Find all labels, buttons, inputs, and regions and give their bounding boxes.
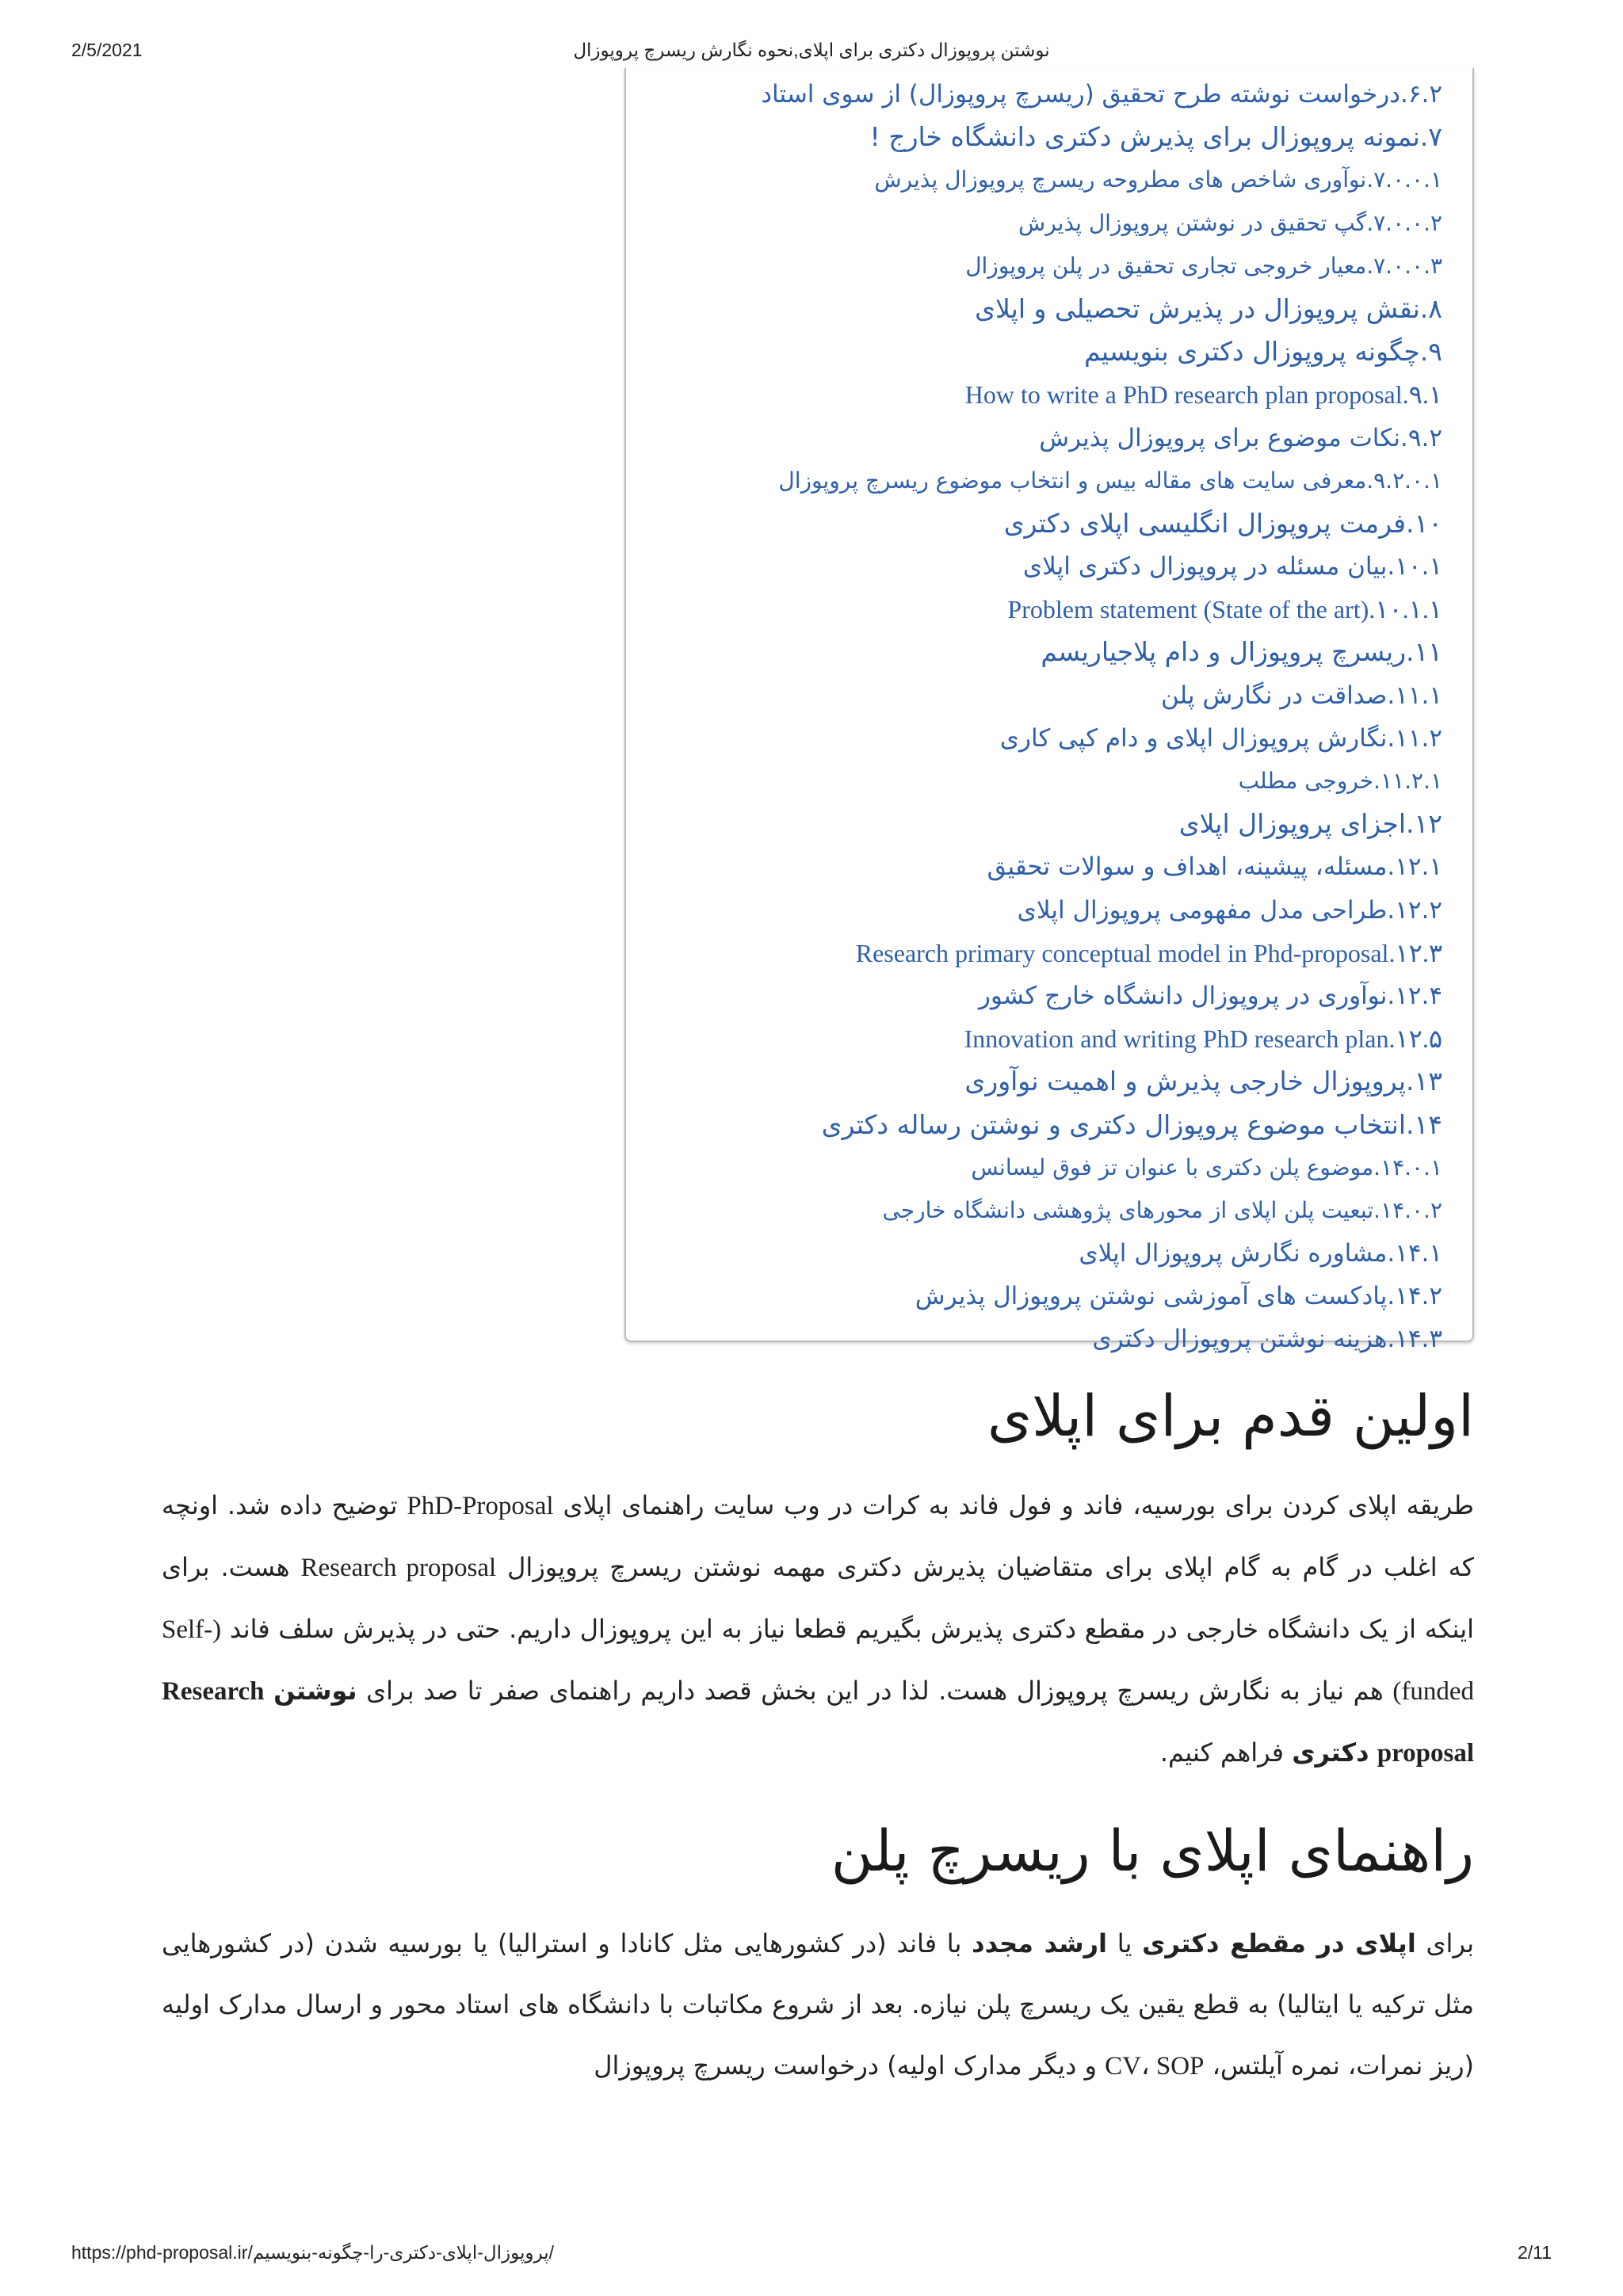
toc-item-label: Problem statement (State of the art) bbox=[1007, 595, 1369, 624]
toc-item[interactable] bbox=[642, 674, 1442, 717]
text-run: طریقه اپلای کردن برای بورسیه، فاند و فول فاند به کرات در وب سایت راهنمای اپلای bbox=[563, 1490, 1475, 1520]
print-page-title: نوشتن پروپوزال دکتری برای اپلای,نحوه نگارش ریسرچ پروپوزال bbox=[573, 40, 1050, 60]
toc-item[interactable] bbox=[642, 330, 1442, 373]
toc-item-number: ۷.۰.۰.۲. bbox=[1366, 209, 1442, 236]
toc-item-number: ۱۱.۱. bbox=[1387, 681, 1442, 710]
toc-item-label: صداقت در نگارش پلن bbox=[1161, 681, 1388, 710]
toc-item-label: مشاوره نگارش پروپوزال اپلای bbox=[1079, 1239, 1388, 1268]
toc-item-number: ۷. bbox=[1419, 121, 1442, 153]
toc-item[interactable] bbox=[642, 588, 1442, 631]
toc-item-number: ۱۰. bbox=[1406, 507, 1442, 539]
toc-item-label: گپ تحقیق در نوشتن پروپوزال پذیرش bbox=[1018, 209, 1367, 236]
toc-item-label: بیان مسئله در پروپوزال دکتری اپلای bbox=[1022, 552, 1388, 582]
toc-item-number: ۹. bbox=[1419, 336, 1442, 368]
toc-item[interactable] bbox=[642, 932, 1442, 974]
print-header bbox=[71, 40, 1552, 68]
toc-item-number: ۶.۲. bbox=[1400, 80, 1442, 109]
toc-item[interactable] bbox=[642, 760, 1442, 803]
text-run: هم نیاز به نگارش ریسرچ پروپوزال هست. لذا در این بخش قصد داریم راهنمای صفر تا صد برای bbox=[366, 1676, 1384, 1706]
text-run: هست. برای اینکه از یک دانشگاه خارجی در مقطع دکتری پذیرش بگیریم قطعا نیاز به این پروپوزال داریم. حتی در پذیرش سلف فاند bbox=[162, 1552, 1475, 1644]
text-run: با فاند (در کشورهایی مثل کانادا و استرالیا) یا بورسیه شدن (در کشورهایی مثل ترکیه یا ایتالیا) به قطع یقین یک ریسرچ پلن نیازه. بعد از شروع مکاتبات با دانشگاه های استاد محور و ارسال مدارک اولیه (ریز نمرات، نمره آیلتس، bbox=[162, 1928, 1474, 2081]
toc-item[interactable] bbox=[642, 974, 1442, 1017]
toc-item-number: ۷.۰.۰.۱. bbox=[1366, 166, 1442, 193]
toc-item-label: موضوع پلن دکتری با عنوان تز فوق لیسانس bbox=[971, 1154, 1374, 1180]
toc-item-number: ۹.۲. bbox=[1400, 423, 1442, 452]
toc-item-number: ۱۲.۲. bbox=[1387, 895, 1442, 925]
toc-item-label: تبعیت پلن اپلای از محورهای پژوهشی دانشگاه خارجی bbox=[882, 1196, 1374, 1223]
toc-item-label: Innovation and writing PhD research plan bbox=[964, 1024, 1389, 1054]
toc-item-label: پروپوزال خارجی پذیرش و اهمیت نوآوری bbox=[964, 1066, 1407, 1097]
toc-item-label: ریسرچ پروپوزال و دام پلاجیاریسم bbox=[1041, 636, 1407, 668]
toc-item[interactable] bbox=[642, 116, 1442, 158]
text-run: فراهم کنیم. bbox=[1159, 1737, 1285, 1768]
bold-term: Research proposal bbox=[162, 1677, 1474, 1768]
section-heading-research-plan: راهنمای اپلای با ریسرچ پلن bbox=[831, 1817, 1474, 1884]
toc-item-label: انتخاب موضوع پروپوزال دکتری و نوشتن رساله دکتری bbox=[821, 1108, 1407, 1140]
toc-item-number: ۱۰.۱.۱. bbox=[1369, 595, 1442, 624]
toc-item[interactable] bbox=[642, 1232, 1442, 1275]
toc-item-label: معرفی سایت های مقاله بیس و انتخاب موضوع ریسرچ پروپوزال bbox=[778, 467, 1367, 494]
toc-item-number: ۱۲.۱. bbox=[1387, 852, 1442, 882]
bold-term: نوشتن bbox=[273, 1676, 357, 1706]
toc-item[interactable] bbox=[642, 631, 1442, 673]
toc-item-label: Research primary conceptual model in Phd-proposal bbox=[855, 938, 1389, 967]
toc-item-number: ۱۰.۱. bbox=[1387, 552, 1442, 582]
toc-item-number: ۱۱.۲. bbox=[1387, 723, 1442, 753]
toc-item-label: طراحی مدل مفهومی پروپوزال اپلای bbox=[1017, 895, 1388, 925]
toc-item-label: نوآوری شاخص های مطروحه ریسرچ پروپوزال پذیرش bbox=[874, 166, 1367, 193]
toc-item-number: ۹.۱. bbox=[1402, 380, 1442, 410]
toc-item-label: نگارش پروپوزال اپلای و دام کپی کاری bbox=[999, 723, 1388, 753]
toc-item[interactable] bbox=[642, 1275, 1442, 1318]
print-footer bbox=[71, 2242, 1552, 2271]
section-paragraph-first-step bbox=[162, 1475, 1474, 1784]
text-run: توضیح داده شد. اونچه که اغلب در گام به گام اپلای برای متقاضیان پذیرش دکتری مهمه نوشتن ریسرچ پروپوزال bbox=[162, 1490, 1475, 1582]
toc-item[interactable] bbox=[642, 288, 1442, 330]
toc-item-number: ۱۲. bbox=[1406, 808, 1442, 840]
toc-item[interactable] bbox=[642, 1060, 1442, 1103]
toc-item[interactable] bbox=[642, 845, 1442, 888]
toc-item-label: درخواست نوشته طرح تحقیق (ریسرچ پروپوزال) از سوی استاد bbox=[761, 80, 1400, 109]
toc-item-label: نکات موضوع برای پروپوزال پذیرش bbox=[1039, 423, 1400, 452]
toc-item-number: ۱۴.۲. bbox=[1387, 1282, 1442, 1311]
toc-item[interactable] bbox=[642, 1017, 1442, 1060]
toc-item[interactable] bbox=[642, 245, 1442, 288]
toc-item-label: نقش پروپوزال در پذیرش تحصیلی و اپلای bbox=[975, 292, 1420, 324]
toc-item[interactable] bbox=[642, 73, 1442, 116]
toc-item-label: معیار خروجی تجاری تحقیق در پلن پروپوزال bbox=[965, 252, 1367, 279]
toc-item[interactable] bbox=[642, 545, 1442, 588]
toc-item-number: ۱۴.۰.۲. bbox=[1373, 1196, 1442, 1223]
toc-item-number: ۱۲.۴. bbox=[1387, 981, 1442, 1010]
bold-term: ارشد مجدد bbox=[972, 1928, 1107, 1958]
toc-item-label: هزینه نوشتن پروپوزال دکتری bbox=[1092, 1325, 1388, 1354]
print-date: 2/5/2021 bbox=[71, 40, 143, 60]
toc-item[interactable] bbox=[642, 417, 1442, 460]
toc-item[interactable] bbox=[642, 803, 1442, 845]
table-of-contents bbox=[624, 68, 1474, 1354]
toc-item-number: ۱۱. bbox=[1406, 636, 1442, 668]
toc-item-number: ۷.۰.۰.۳. bbox=[1366, 252, 1442, 279]
toc-item[interactable] bbox=[642, 1146, 1442, 1189]
toc-item-number: ۹.۲.۰.۱. bbox=[1366, 467, 1442, 494]
text-run: یا bbox=[1117, 1928, 1132, 1958]
text-run: برای bbox=[1426, 1928, 1474, 1958]
toc-item-number: ۱۳. bbox=[1406, 1066, 1442, 1097]
toc-item[interactable] bbox=[642, 1189, 1442, 1232]
toc-item[interactable] bbox=[642, 202, 1442, 245]
toc-item-label: چگونه پروپوزال دکتری بنویسیم bbox=[1083, 336, 1420, 368]
latin-term: Research proposal bbox=[300, 1554, 497, 1582]
toc-item-label: مسئله، پیشینه، اهداف و سوالات تحقیق bbox=[987, 852, 1388, 882]
toc-item-label: خروجی مطلب bbox=[1238, 768, 1374, 794]
bold-term: دکتری bbox=[1292, 1737, 1369, 1768]
toc-item-number: ۸. bbox=[1419, 292, 1442, 324]
toc-item-number: ۱۴.۰.۱. bbox=[1373, 1154, 1442, 1180]
toc-item-number: ۱۱.۲.۱. bbox=[1373, 768, 1442, 794]
toc-item-number: ۱۴. bbox=[1406, 1108, 1442, 1140]
toc-item-label: How to write a PhD research plan proposal bbox=[964, 380, 1403, 410]
toc-item-number: ۱۲.۳. bbox=[1388, 938, 1442, 967]
text-run: و دیگر مدارک اولیه) درخواست ریسرچ پروپوزال bbox=[594, 2050, 1097, 2081]
toc-item-number: ۱۴.۳. bbox=[1387, 1325, 1442, 1354]
toc-item-label: نوآوری در پروپوزال دانشگاه خارج کشور bbox=[978, 981, 1388, 1010]
link-phd-proposal: PhD-Proposal bbox=[407, 1492, 554, 1520]
toc-item-number: ۱۴.۱. bbox=[1387, 1239, 1442, 1268]
toc-item[interactable] bbox=[642, 373, 1442, 416]
toc-item[interactable] bbox=[642, 1318, 1442, 1360]
print-url: https://phd-proposal.ir/پروپوزال-اپلای-دکتری-را-چگونه-بنویسیم/ bbox=[71, 2242, 554, 2263]
toc-item-label: اجزای پروپوزال اپلای bbox=[1178, 808, 1407, 840]
toc-item-number: ۱۲.۵. bbox=[1388, 1024, 1442, 1054]
toc-item[interactable] bbox=[642, 460, 1442, 502]
section-paragraph-research-plan bbox=[162, 1913, 1474, 2097]
toc-item[interactable] bbox=[642, 889, 1442, 932]
bold-term: اپلای در مقطع دکتری bbox=[1142, 1928, 1416, 1958]
toc-item-label: نمونه پروپوزال برای پذیرش دکتری دانشگاه خارج ! bbox=[869, 121, 1420, 153]
latin-term: CV، SOP bbox=[1105, 2052, 1205, 2081]
toc-list bbox=[642, 73, 1442, 1361]
latin-term: (Self-funded) bbox=[162, 1615, 1475, 1706]
toc-item-label: پادکست های آموزشی نوشتن پروپوزال پذیرش bbox=[915, 1282, 1388, 1311]
toc-item[interactable] bbox=[642, 1104, 1442, 1146]
toc-item[interactable] bbox=[642, 717, 1442, 760]
toc-item[interactable] bbox=[642, 502, 1442, 545]
toc-item[interactable] bbox=[642, 158, 1442, 201]
toc-item-label: فرمت پروپوزال انگلیسی اپلای دکتری bbox=[1003, 507, 1407, 539]
section-heading-first-step: اولین قدم برای اپلای bbox=[987, 1383, 1474, 1449]
page-number: 2/11 bbox=[1517, 2242, 1552, 2263]
